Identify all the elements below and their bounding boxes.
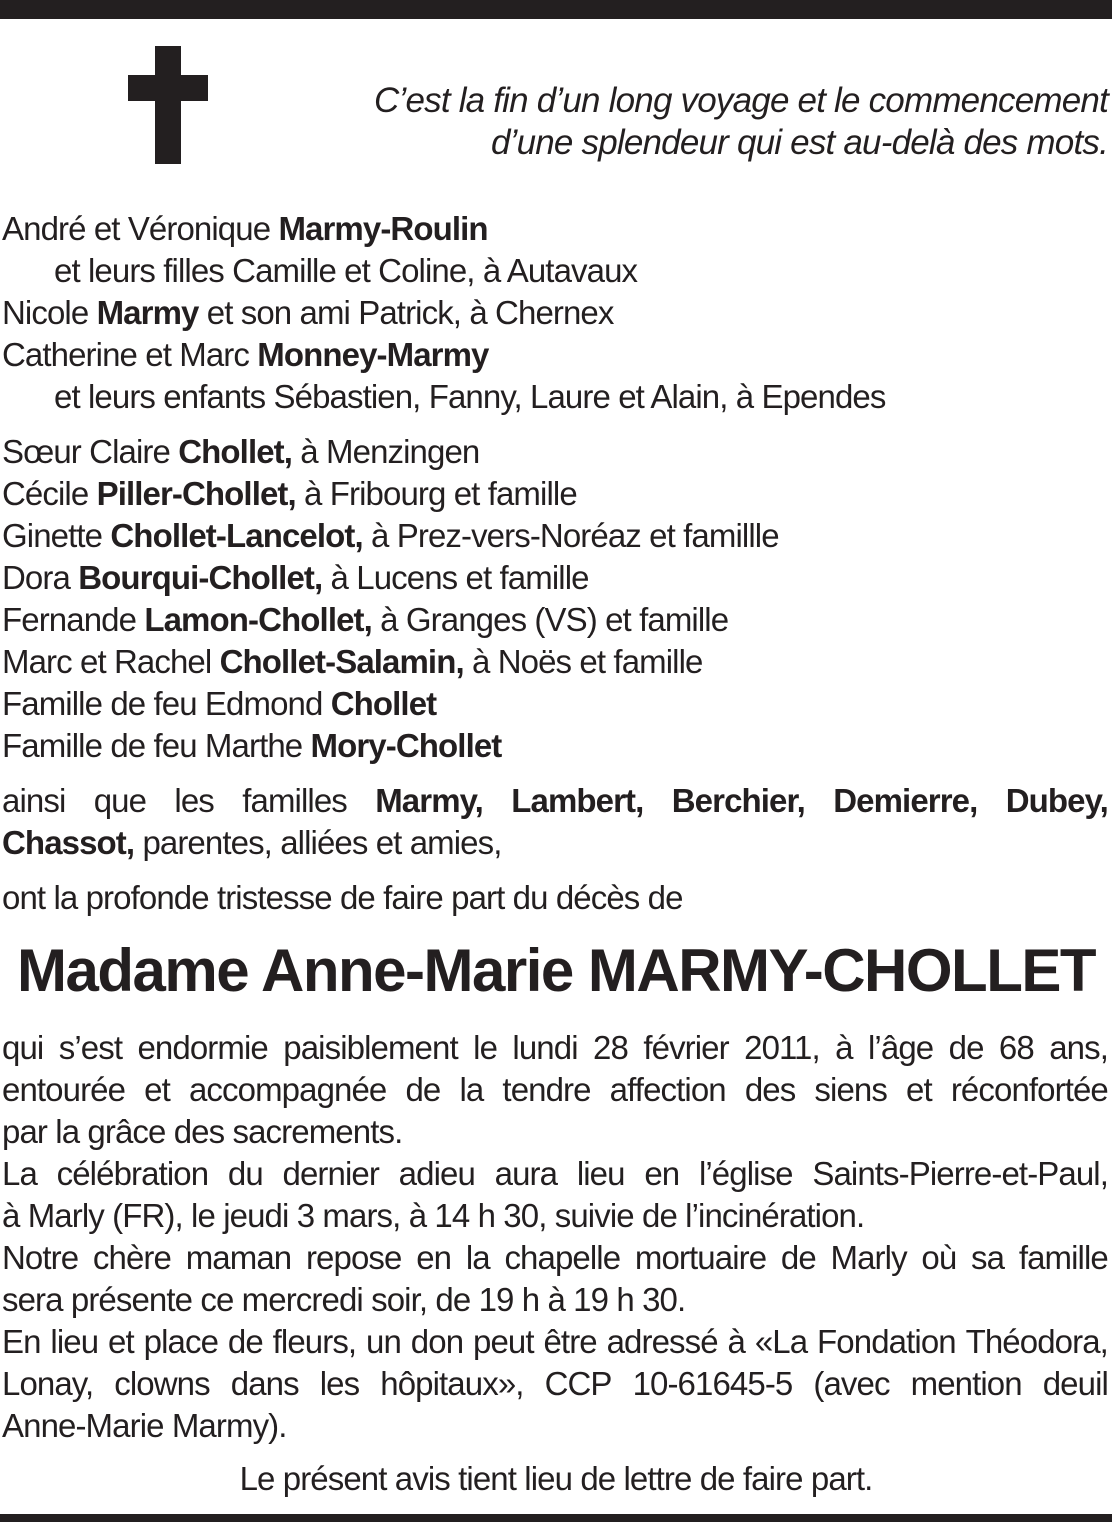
word: Saints-Pierre-et-Paul, <box>812 1155 1108 1192</box>
family-line: Marc et Rachel Chollet-Salamin, à Noës et famille <box>2 643 703 680</box>
word: fleurs, <box>272 1323 357 1360</box>
word: clowns <box>114 1365 210 1402</box>
word: repose <box>305 1239 402 1276</box>
word: et <box>144 1071 170 1108</box>
word: La <box>2 1155 37 1192</box>
word: l’âge <box>868 1029 934 1066</box>
announcement: ont la profonde tristesse de faire part du décès de <box>2 879 683 916</box>
bottom-rule <box>0 1514 1112 1522</box>
detail-line <box>2 1321 1108 1363</box>
detail-line <box>2 1363 1108 1405</box>
other-families-line: Chassot, parentes, alliées et amies, <box>2 824 502 861</box>
epigraph-quote <box>308 80 1108 164</box>
word: lieu <box>576 1155 625 1192</box>
word: célébration <box>56 1155 209 1192</box>
word: en <box>644 1155 680 1192</box>
family-line: Nicole Marmy et son ami Patrick, à Chernex <box>2 294 614 331</box>
top-rule <box>0 0 1112 19</box>
word: famille <box>1018 1239 1108 1276</box>
word: du <box>227 1155 263 1192</box>
quote-line: C’est la fin d’un long voyage et le commencement <box>374 81 1108 120</box>
word: affection <box>609 1071 726 1108</box>
word: aura <box>494 1155 558 1192</box>
word: être <box>543 1323 597 1360</box>
family-line: et leurs enfants Sébastien, Fanny, Laure et Alain, à Ependes <box>54 378 886 415</box>
word: don <box>410 1323 464 1360</box>
word: qui <box>2 1029 44 1066</box>
word: 2011, <box>744 1029 820 1066</box>
word: où <box>921 1239 957 1276</box>
word: l’église <box>698 1155 793 1192</box>
word: février <box>643 1029 729 1066</box>
word: peut <box>473 1323 534 1360</box>
family-line: et leurs filles Camille et Coline, à Autavaux <box>54 252 638 289</box>
family-line: Cécile Piller-Chollet, à Fribourg et famille <box>2 475 577 512</box>
word: accompagnée <box>188 1071 387 1108</box>
word: endormie <box>137 1029 268 1066</box>
word: de <box>405 1071 441 1108</box>
word: la <box>459 1071 484 1108</box>
word: «La <box>754 1323 808 1360</box>
deceased-name: Madame Anne-Marie MARMY-CHOLLET <box>16 937 1096 1004</box>
word: 68 <box>998 1029 1034 1066</box>
word: Théodora, <box>965 1323 1108 1360</box>
word: de <box>227 1323 263 1360</box>
detail-line <box>2 1027 1108 1069</box>
word: sa <box>971 1239 1005 1276</box>
family-line: Catherine et Marc Monney-Marmy <box>2 336 489 373</box>
detail-line: à Marly (FR), le jeudi 3 mars, à 14 h 30, suivie de l’incinération. <box>2 1197 865 1234</box>
word: le <box>473 1029 498 1066</box>
word: chère <box>92 1239 171 1276</box>
family-line: Famille de feu Edmond Chollet <box>2 685 437 722</box>
detail-line <box>2 1237 1108 1279</box>
detail-line: par la grâce des sacrements. <box>2 1113 403 1150</box>
word: place <box>143 1323 219 1360</box>
word: s’est <box>58 1029 123 1066</box>
word: tendre <box>502 1071 591 1108</box>
word: en <box>416 1239 452 1276</box>
word: entourée <box>2 1071 126 1108</box>
word: CCP <box>544 1365 612 1402</box>
word: ans, <box>1049 1029 1108 1066</box>
detail-line: Anne-Marie Marmy). <box>2 1407 287 1444</box>
word: maman <box>185 1239 292 1276</box>
word: lieu <box>50 1323 99 1360</box>
closing-note: Le présent avis tient lieu de lettre de faire part. <box>239 1460 873 1497</box>
word: paisiblement <box>283 1029 458 1066</box>
word: mention <box>910 1365 1022 1402</box>
detail-line <box>2 1069 1108 1111</box>
word: à <box>727 1323 745 1360</box>
word: un <box>366 1323 401 1360</box>
word: Marly <box>830 1239 907 1276</box>
family-line: Dora Bourqui-Chollet, à Lucens et famille <box>2 559 589 596</box>
word: et <box>108 1323 134 1360</box>
word: hôpitaux», <box>380 1365 524 1402</box>
family-line: Famille de feu Marthe Mory-Chollet <box>2 727 502 764</box>
word: mortuaire <box>634 1239 767 1276</box>
detail-line <box>2 1153 1108 1195</box>
word: deuil <box>1042 1365 1108 1402</box>
word: Notre <box>2 1239 79 1276</box>
word: dans <box>230 1365 299 1402</box>
family-line: André et Véronique Marmy-Roulin <box>2 210 488 247</box>
family-line: Fernande Lamon-Chollet, à Granges (VS) et famille <box>2 601 729 638</box>
word: adressé <box>606 1323 718 1360</box>
family-line: Sœur Claire Chollet, à Menzingen <box>2 433 480 470</box>
word: dernier <box>282 1155 379 1192</box>
word: siens <box>814 1071 887 1108</box>
word: lundi <box>512 1029 578 1066</box>
word: les <box>319 1365 360 1402</box>
word: 28 <box>593 1029 628 1066</box>
word: la <box>465 1239 490 1276</box>
word: chapelle <box>504 1239 621 1276</box>
family-line: Ginette Chollet-Lancelot, à Prez-vers-Noréaz et famillle <box>2 517 779 554</box>
quote-line: d’une splendeur qui est au-delà des mots. <box>490 123 1108 162</box>
detail-line: sera présente ce mercredi soir, de 19 h à 19 h 30. <box>2 1281 686 1318</box>
word: de <box>948 1029 984 1066</box>
word: Fondation <box>817 1323 956 1360</box>
word: réconfortée <box>950 1071 1108 1108</box>
word: et <box>906 1071 932 1108</box>
word: adieu <box>398 1155 475 1192</box>
word: 10-61645-5 <box>632 1365 793 1402</box>
cross-icon <box>128 46 208 164</box>
word: de <box>780 1239 816 1276</box>
word: à <box>835 1029 853 1066</box>
other-families-line: ainsi que les familles Marmy, Lambert, Berchier, Demierre, Dubey, <box>2 782 1108 819</box>
word: En <box>2 1323 41 1360</box>
word: des <box>744 1071 796 1108</box>
word: Lonay, <box>2 1365 94 1402</box>
word: (avec <box>813 1365 890 1402</box>
